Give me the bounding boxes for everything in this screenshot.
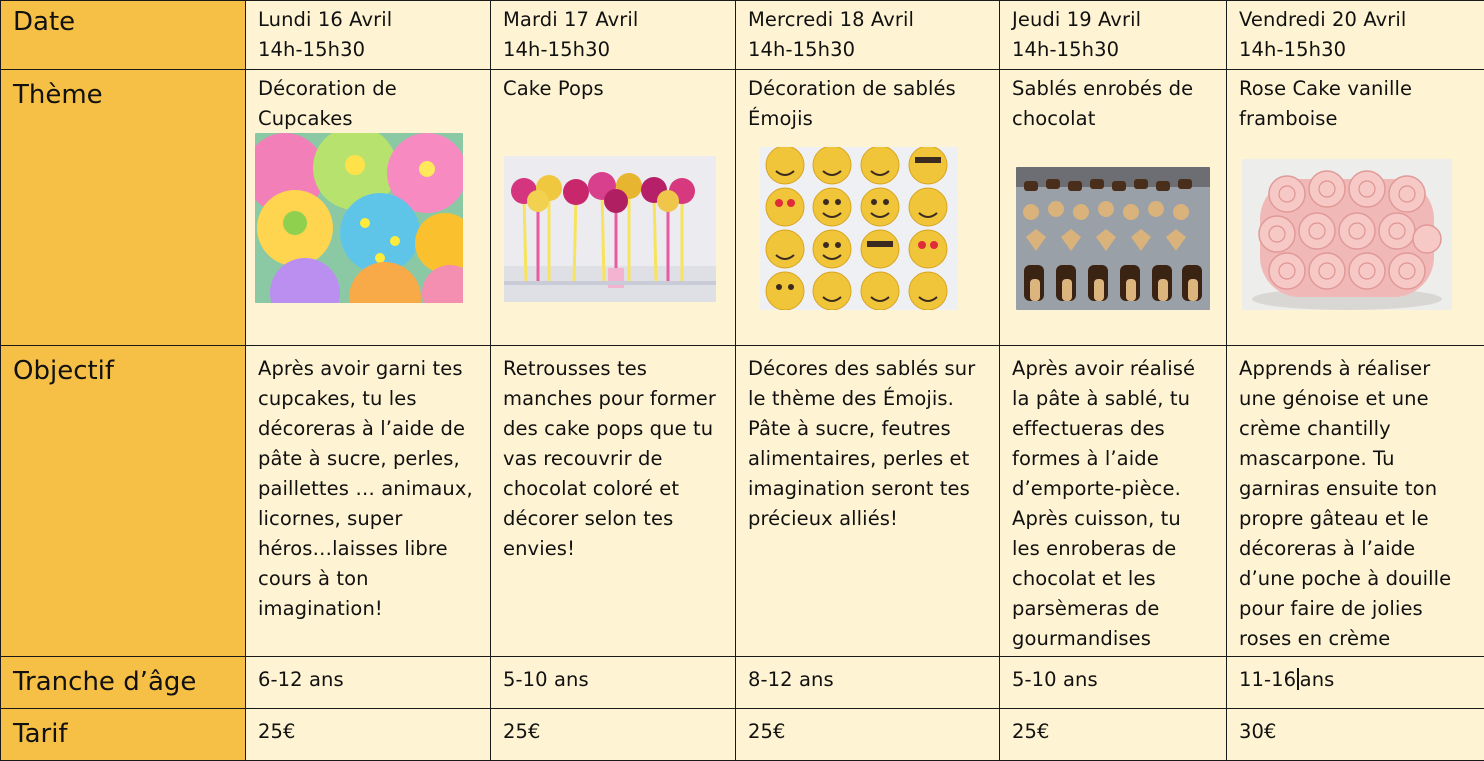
date-row — [1, 1, 1484, 70]
emoji-cookies-photo — [760, 147, 958, 310]
objective-text: cupcakes, tu les — [258, 384, 482, 414]
objective-text: le thème des Émojis. — [748, 384, 991, 414]
price-cell: 25€ — [1000, 709, 1227, 761]
objective-text: décoreras à l’aide de — [258, 414, 482, 444]
age-cell: 8-12 ans — [736, 657, 1000, 709]
objective-text: chocolat et les — [1012, 564, 1218, 594]
price-row — [1, 709, 1484, 761]
objective-text: Après cuisson, tu — [1012, 504, 1218, 534]
cake-pops-photo — [504, 156, 716, 302]
row-header-date: Date — [1, 1, 246, 70]
objective-text: Pâte à sucre, feutres — [748, 414, 991, 444]
theme-title: framboise — [1239, 104, 1476, 134]
objective-text: cours à ton — [258, 564, 482, 594]
objective-row — [1, 346, 1484, 657]
theme-title: chocolat — [1012, 104, 1218, 134]
theme-title: Cupcakes — [258, 104, 482, 134]
row-header-objective: Objectif — [1, 346, 246, 657]
age-text-before-caret: 11-16 — [1239, 668, 1296, 691]
theme-title: Émojis — [748, 104, 991, 134]
objective-text: chocolat coloré et — [503, 474, 727, 504]
theme-cell — [246, 70, 491, 346]
age-text-after-caret: ans — [1300, 668, 1335, 691]
time-text: 14h-15h30 — [1012, 35, 1218, 65]
objective-text: Décores des sablés sur — [748, 354, 991, 384]
theme-title: Décoration de — [258, 74, 482, 104]
date-text: Lundi 16 Avril — [258, 5, 482, 35]
objective-text: décorer selon tes — [503, 504, 727, 534]
theme-title: Sablés enrobés de — [1012, 74, 1218, 104]
objective-text: crème chantilly — [1239, 414, 1476, 444]
date-cell — [1227, 1, 1484, 70]
objective-text: Après avoir garni tes — [258, 354, 482, 384]
theme-title: Décoration de sablés — [748, 74, 991, 104]
price-cell: 25€ — [736, 709, 1000, 761]
rose-cake-photo — [1242, 159, 1452, 310]
objective-text: d’emporte-pièce. — [1012, 474, 1218, 504]
time-text: 14h-15h30 — [503, 35, 727, 65]
age-cell: 5-10 ans — [491, 657, 736, 709]
objective-text: Apprends à réaliser — [1239, 354, 1476, 384]
text-cursor — [1297, 668, 1299, 690]
objective-text: paillettes … animaux, — [258, 474, 482, 504]
objective-text: des cake pops que tu — [503, 414, 727, 444]
age-cell: 5-10 ans — [1000, 657, 1227, 709]
objective-text: imagination! — [258, 594, 482, 624]
theme-title: Rose Cake vanille — [1239, 74, 1476, 104]
objective-text: mascarpone. Tu — [1239, 444, 1476, 474]
objective-text: propre gâteau et le — [1239, 504, 1476, 534]
date-text: Mardi 17 Avril — [503, 5, 727, 35]
objective-text: effectueras des — [1012, 414, 1218, 444]
objective-cell — [1227, 346, 1484, 657]
objective-text: une génoise et une — [1239, 384, 1476, 414]
objective-text: les enroberas de — [1012, 534, 1218, 564]
objective-text: formes à l’aide — [1012, 444, 1218, 474]
objective-text: d’une poche à douille — [1239, 564, 1476, 594]
objective-text: roses en crème — [1239, 624, 1476, 654]
objective-text: parsèmeras de — [1012, 594, 1218, 624]
date-cell — [491, 1, 736, 70]
objective-cell — [246, 346, 491, 657]
date-text: Jeudi 19 Avril — [1012, 5, 1218, 35]
objective-cell — [1000, 346, 1227, 657]
objective-text: alimentaires, perles et — [748, 444, 991, 474]
objective-text: Après avoir réalisé — [1012, 354, 1218, 384]
price-cell: 30€ — [1227, 709, 1484, 761]
theme-cell — [1000, 70, 1227, 346]
age-cell: 6-12 ans — [246, 657, 491, 709]
objective-text: pour faire de jolies — [1239, 594, 1476, 624]
objective-text: gourmandises — [1012, 624, 1218, 654]
age-cell-editing[interactable] — [1227, 657, 1484, 709]
objective-text: décoreras à l’aide — [1239, 534, 1476, 564]
objective-cell — [736, 346, 1000, 657]
cupcakes-photo — [255, 133, 463, 303]
price-cell: 25€ — [491, 709, 736, 761]
objective-text: Retrousses tes — [503, 354, 727, 384]
row-header-age: Tranche d’âge — [1, 657, 246, 709]
objective-text: héros…laisses libre — [258, 534, 482, 564]
theme-cell — [1227, 70, 1484, 346]
theme-row — [1, 70, 1484, 346]
date-cell — [1000, 1, 1227, 70]
date-cell — [246, 1, 491, 70]
time-text: 14h-15h30 — [1239, 35, 1476, 65]
date-text: Vendredi 20 Avril — [1239, 5, 1476, 35]
objective-text: la pâte à sablé, tu — [1012, 384, 1218, 414]
objective-text: pâte à sucre, perles, — [258, 444, 482, 474]
theme-cell — [491, 70, 736, 346]
objective-text: précieux alliés! — [748, 504, 991, 534]
objective-text: manches pour former — [503, 384, 727, 414]
date-text: Mercredi 18 Avril — [748, 5, 991, 35]
age-row — [1, 657, 1484, 709]
theme-title: Cake Pops — [503, 74, 727, 104]
objective-cell — [491, 346, 736, 657]
objective-text: imagination seront tes — [748, 474, 991, 504]
row-header-price: Tarif — [1, 709, 246, 761]
objective-text: licornes, super — [258, 504, 482, 534]
row-header-theme: Thème — [1, 70, 246, 346]
objective-text: garniras ensuite ton — [1239, 474, 1476, 504]
chocolate-cookies-photo — [1016, 167, 1210, 310]
date-cell — [736, 1, 1000, 70]
time-text: 14h-15h30 — [258, 35, 482, 65]
time-text: 14h-15h30 — [748, 35, 991, 65]
theme-cell — [736, 70, 1000, 346]
price-cell: 25€ — [246, 709, 491, 761]
objective-text: envies! — [503, 534, 727, 564]
objective-text: vas recouvrir de — [503, 444, 727, 474]
